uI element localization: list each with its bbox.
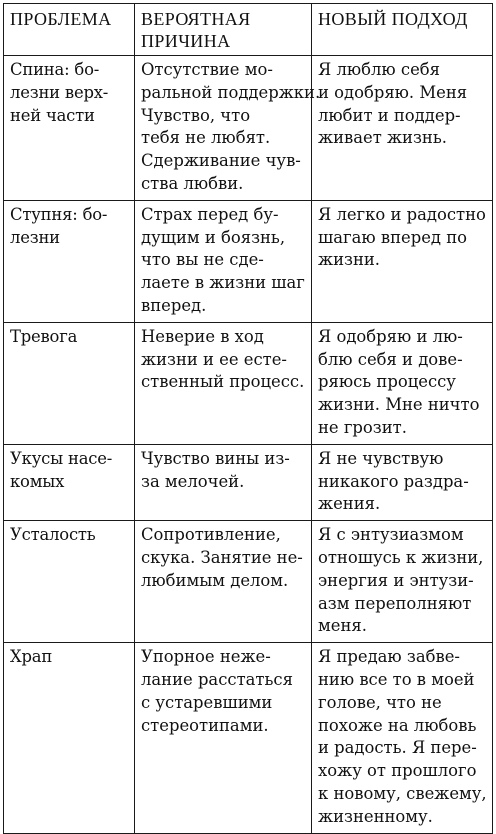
table-row [4, 521, 493, 643]
problem-cell [4, 643, 135, 833]
cell-line: тебя не любят. [141, 128, 271, 148]
problem-cell [4, 521, 135, 643]
cell-line: Я предаю забве- [318, 647, 460, 667]
cell-line: Страх перед бу- [141, 204, 279, 224]
cell-line: жения. [318, 494, 381, 514]
cell-line: ства любви. [141, 173, 244, 193]
cell-line: Усталость [10, 525, 96, 545]
cell-line: Тревога [10, 326, 78, 346]
cell-line: с устаревшими [141, 692, 273, 712]
cause-cell [135, 521, 312, 643]
cell-line: хожу от прошлого [318, 761, 477, 781]
cell-line: и радость. Я пере- [318, 738, 477, 758]
cell-line: Ступня: бо- [10, 204, 108, 224]
cell-line: похоже на любовь [318, 715, 477, 735]
problem-cell [4, 200, 135, 322]
cell-line: лаете в жизни шаг [141, 273, 305, 293]
cell-line: вперед. [141, 295, 207, 315]
cell-line: Укусы насе- [10, 448, 113, 468]
approach-cell [312, 322, 493, 444]
cell-line: шагаю вперед по [318, 227, 467, 247]
cell-line: блю себя и дове- [318, 349, 463, 369]
header-line: ПРОБЛЕМА [10, 9, 112, 29]
approach-cell [312, 200, 493, 322]
cell-line: Спина: бо- [10, 60, 100, 79]
cause-cell [135, 643, 312, 833]
table-row [4, 200, 493, 322]
cell-line: ряюсь процессу [318, 372, 456, 392]
cell-line: ней части [10, 105, 95, 125]
cell-line: жизни. Мне ничто [318, 395, 480, 415]
header-line: НОВЫЙ ПОДХОД [318, 9, 468, 29]
header-approach [312, 4, 493, 56]
approach-cell [312, 521, 493, 643]
cell-line: голове, что не [318, 692, 442, 712]
cell-line: Упорное нежe- [141, 647, 271, 667]
cell-line: дущим и боязнь, [141, 227, 286, 247]
cell-line: Чувство вины из- [141, 448, 290, 468]
cell-line: живает жизнь. [318, 128, 447, 148]
cell-line: отношусь к жизни, [318, 547, 484, 567]
problem-cell [4, 444, 135, 520]
problem-cell [4, 322, 135, 444]
cell-line: к новому, свежему, [318, 783, 487, 803]
table-header-row [4, 4, 493, 56]
cell-line: лезни верх- [10, 82, 109, 102]
cell-line: Я легко и радостно [318, 204, 486, 224]
cell-line: Я люблю себя [318, 60, 440, 79]
cell-line: Сдерживание чув- [141, 151, 301, 171]
cell-line: Я одобряю и лю- [318, 326, 463, 346]
cell-line: энергия и энтузи- [318, 570, 474, 590]
cell-line: не грозит. [318, 417, 407, 437]
cell-line: меня. [318, 616, 367, 636]
problem-cause-approach-table [3, 3, 493, 834]
cell-line: за мелочей. [141, 471, 245, 491]
cell-line: любимым делом. [141, 570, 289, 590]
header-cause [135, 4, 312, 56]
approach-cell [312, 56, 493, 201]
cell-line: ственный процесс. [141, 372, 305, 392]
table-row [4, 56, 493, 201]
cell-line: Сопротивление, [141, 525, 281, 545]
cell-line: скука. Занятие не- [141, 547, 303, 567]
header-problem [4, 4, 135, 56]
cell-line: азм переполняют [318, 593, 472, 613]
cell-line: жизненному. [318, 806, 433, 826]
cause-cell [135, 200, 312, 322]
header-line: ВЕРОЯТНАЯ [141, 9, 251, 29]
cell-line: жизни. [318, 250, 381, 270]
cell-line: Храп [10, 647, 53, 667]
cell-line: любит и поддер- [318, 105, 461, 125]
cause-cell [135, 322, 312, 444]
cell-line: стереотипами. [141, 715, 269, 735]
cell-line: никакого раздра- [318, 471, 469, 491]
header-line: ПРИЧИНА [141, 31, 231, 51]
approach-cell [312, 444, 493, 520]
problem-cell [4, 56, 135, 201]
cell-line: комых [10, 471, 65, 491]
cell-line: Чувство, что [141, 105, 251, 125]
cell-line: Я с энтузиазмом [318, 525, 464, 545]
cell-line: жизни и ее есте- [141, 349, 287, 369]
cell-line: лезни [10, 227, 60, 247]
table-row [4, 322, 493, 444]
cause-cell [135, 444, 312, 520]
table-row [4, 643, 493, 833]
cell-line: Отсутствие мо- [141, 60, 273, 79]
cell-line: нию все то в моей [318, 669, 475, 689]
cell-line: что вы не сде- [141, 250, 264, 270]
cell-line: и одобряю. Меня [318, 82, 468, 102]
cause-cell [135, 56, 321, 201]
cell-line: Я не чувствую [318, 448, 444, 468]
table-row [4, 444, 493, 520]
cell-line: лание расстаться [141, 669, 293, 689]
cell-line: ральной поддержки. [141, 82, 321, 102]
cell-line: Неверие в ход [141, 326, 264, 346]
approach-cell [312, 643, 493, 833]
